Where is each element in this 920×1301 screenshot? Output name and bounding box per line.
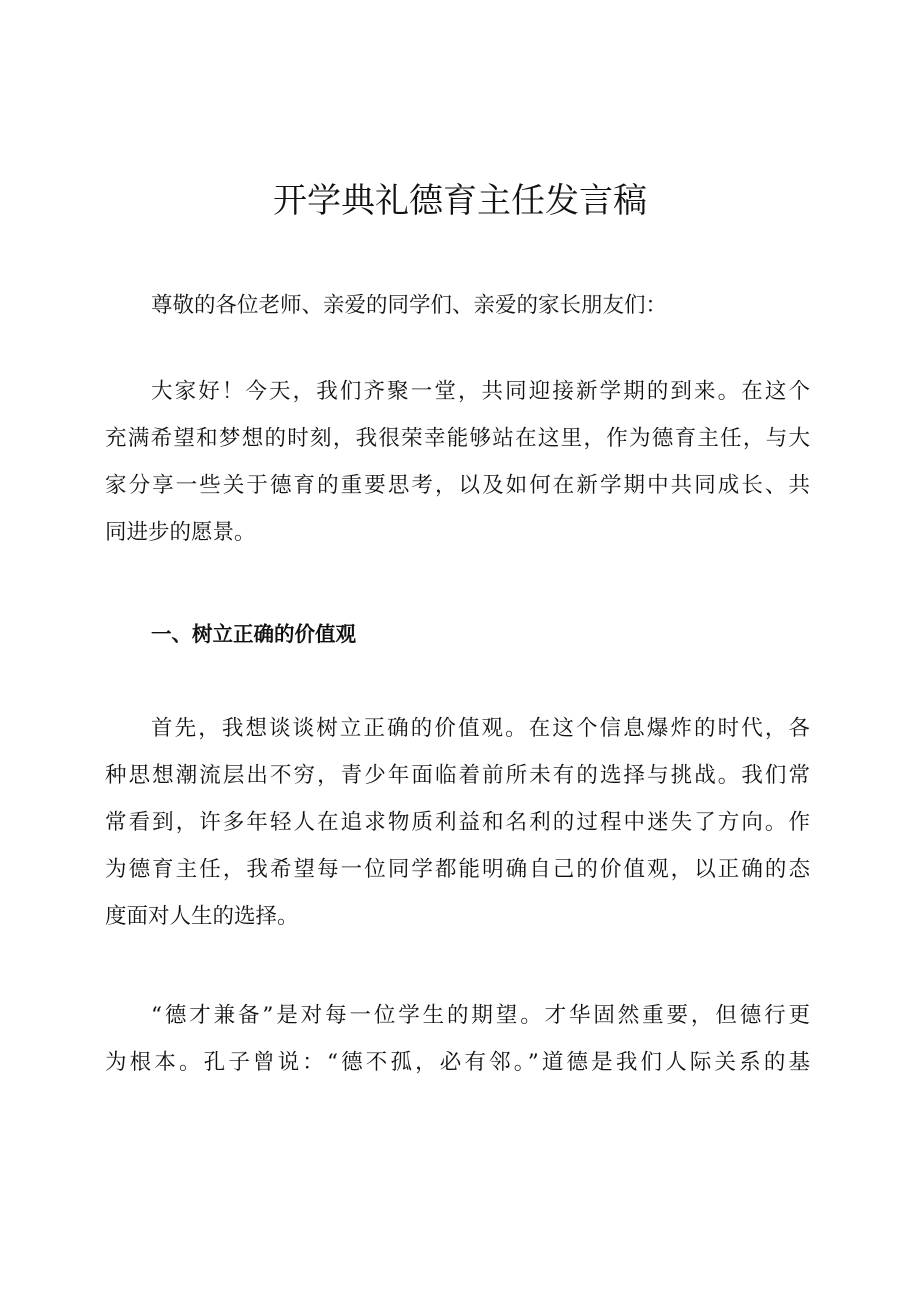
paragraph-line: “德才兼备”是对每一位学生的期望。才华固然重要，但德行更 (151, 1003, 810, 1028)
intro-line: 大家好！今天，我们齐聚一堂，共同迎接新学期的到来。在这个 (151, 379, 810, 404)
paragraph-line: 常看到，许多年轻人在追求物质利益和名利的过程中迷失了方向。作 (105, 810, 810, 835)
greeting-paragraph (105, 282, 810, 329)
document-title: 开学典礼德育主任发言稿 (273, 181, 647, 221)
paragraph-line: 为根本。孔子曾说：“德不孤，必有邻。”道德是我们人际关系的基 (105, 1050, 810, 1075)
paragraph-line: 为德育主任，我希望每一位同学都能明确自己的价值观，以正确的态 (105, 857, 810, 882)
intro-line: 同进步的愿景。 (105, 520, 256, 545)
paragraph-line: 首先，我想谈谈树立正确的价值观。在这个信息爆炸的时代，各 (151, 716, 810, 741)
section-heading: 一、树立正确的价值观 (151, 622, 356, 646)
intro-paragraph (105, 368, 810, 556)
section1-paragraph-2 (105, 992, 810, 1086)
paragraph-line: 度面对人生的选择。 (105, 904, 299, 929)
greeting-line: 尊敬的各位老师、亲爱的同学们、亲爱的家长朋友们： (151, 293, 668, 318)
section1-paragraph-1 (105, 705, 810, 940)
intro-line: 充满希望和梦想的时刻，我很荣幸能够站在这里，作为德育主任，与大 (105, 426, 810, 451)
intro-line: 家分享一些关于德育的重要思考，以及如何在新学期中共同成长、共 (105, 473, 810, 498)
paragraph-line: 种思想潮流层出不穷，青少年面临着前所未有的选择与挑战。我们常 (105, 763, 810, 788)
